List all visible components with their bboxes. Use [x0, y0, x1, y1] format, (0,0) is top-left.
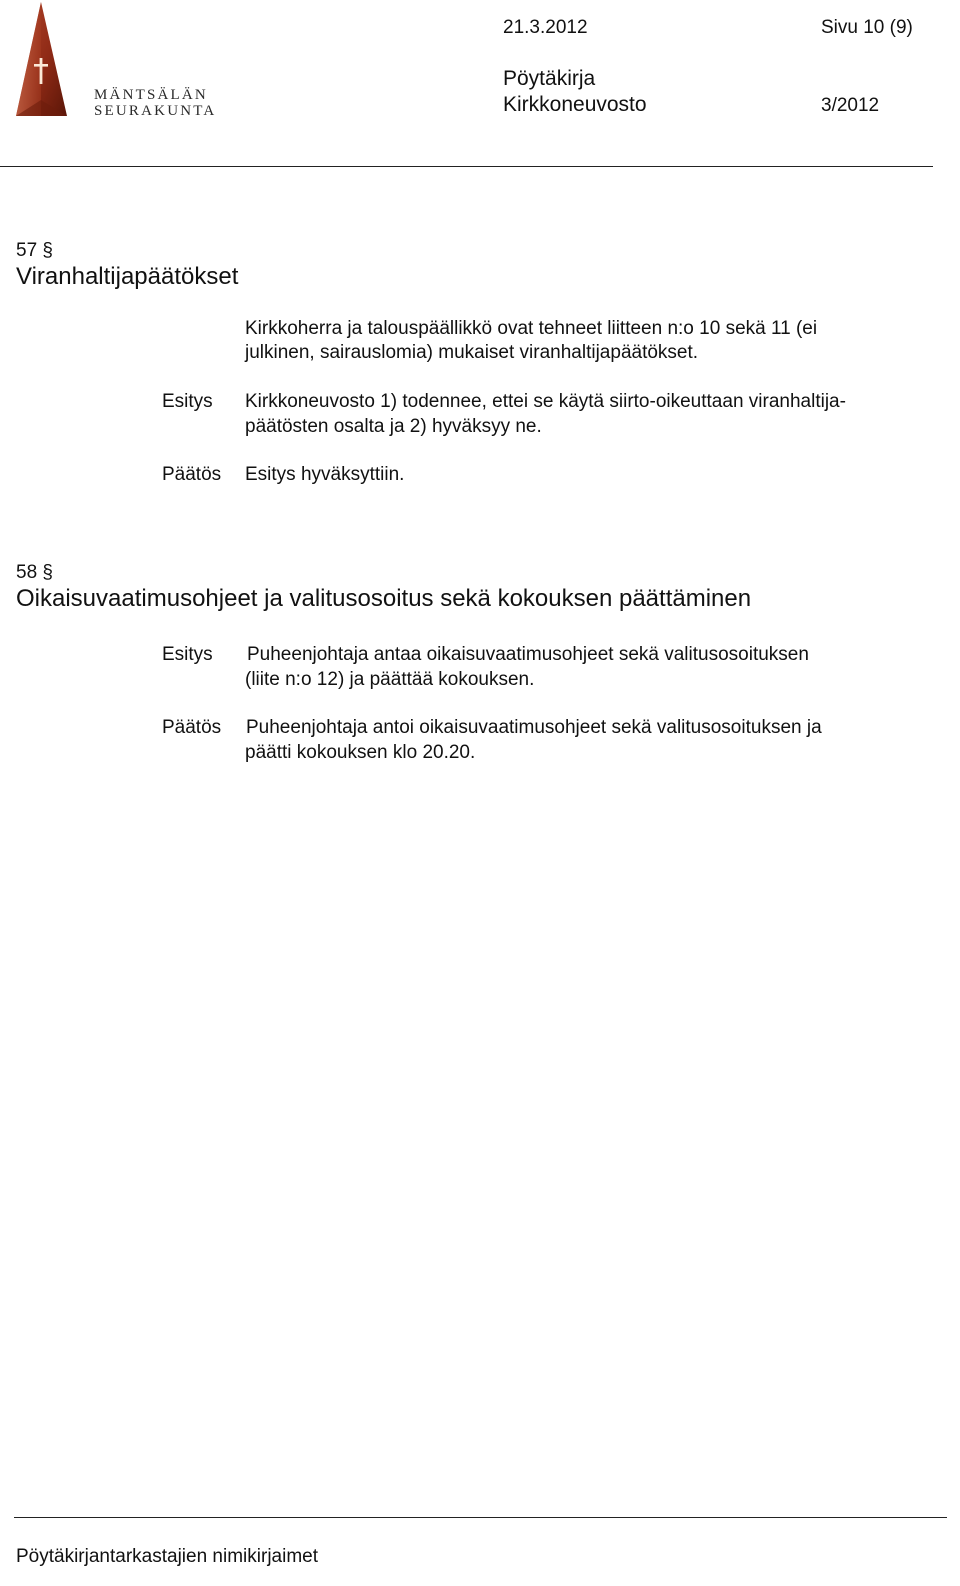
logo-line-1: MÄNTSÄLÄN — [94, 87, 208, 103]
header-body-name: Kirkkoneuvosto — [503, 93, 647, 116]
header-page-number: Sivu 10 (9) — [821, 17, 913, 38]
section-57-decision-line-1: Esitys hyväksyttiin. — [245, 464, 405, 485]
section-58-proposal-line-1: Puheenjohtaja antaa oikaisuvaatimusohjeet sekä valitusosoituksen — [247, 644, 809, 665]
footer-divider — [14, 1517, 947, 1518]
section-57-decision-label: Päätös — [162, 464, 222, 485]
section-58-decision-line-1: Puheenjohtaja antoi oikaisuvaatimusohjeet sekä valitusosoituksen ja — [246, 717, 822, 738]
header-divider — [0, 166, 933, 167]
footer-signature-label: Pöytäkirjantarkastajien nimikirjaimet — [16, 1546, 318, 1567]
church-spire-logo-icon — [14, 0, 74, 122]
section-58-proposal-label: Esitys — [162, 644, 213, 665]
section-57-intro-line-1: Kirkkoherra ja talouspäällikkö ovat tehneet liitteen n:o 10 sekä 11 (ei — [245, 318, 818, 339]
section-57-proposal-line-2: päätösten osalta ja 2) hyväksyy ne. — [245, 416, 542, 437]
section-57-number: 57 § — [16, 240, 53, 261]
section-58-decision-line-2: päätti kokouksen klo 20.20. — [245, 742, 476, 763]
section-58-decision-label: Päätös — [162, 717, 222, 738]
section-58-proposal-line-2: (liite n:o 12) ja päättää kokouksen. — [245, 669, 535, 690]
header-doc-type: Pöytäkirja — [503, 67, 596, 90]
header-meeting-number: 3/2012 — [821, 95, 880, 116]
logo-line-2: SEURAKUNTA — [94, 103, 217, 119]
section-57-proposal-label: Esitys — [162, 391, 213, 412]
section-57-proposal-line-1: Kirkkoneuvosto 1) todennee, ettei se käytä siirto-oikeuttaan viranhaltija- — [245, 391, 846, 412]
section-58-title: Oikaisuvaatimusohjeet ja valitusosoitus sekä kokouksen päättäminen — [16, 585, 752, 612]
section-57-intro-line-2: julkinen, sairauslomia) mukaiset viranhaltijapäätökset. — [245, 342, 699, 363]
section-57-title: Viranhaltijapäätökset — [16, 263, 239, 290]
parish-logo — [14, 0, 217, 122]
header-date: 21.3.2012 — [503, 17, 588, 38]
section-58-number: 58 § — [16, 562, 53, 583]
